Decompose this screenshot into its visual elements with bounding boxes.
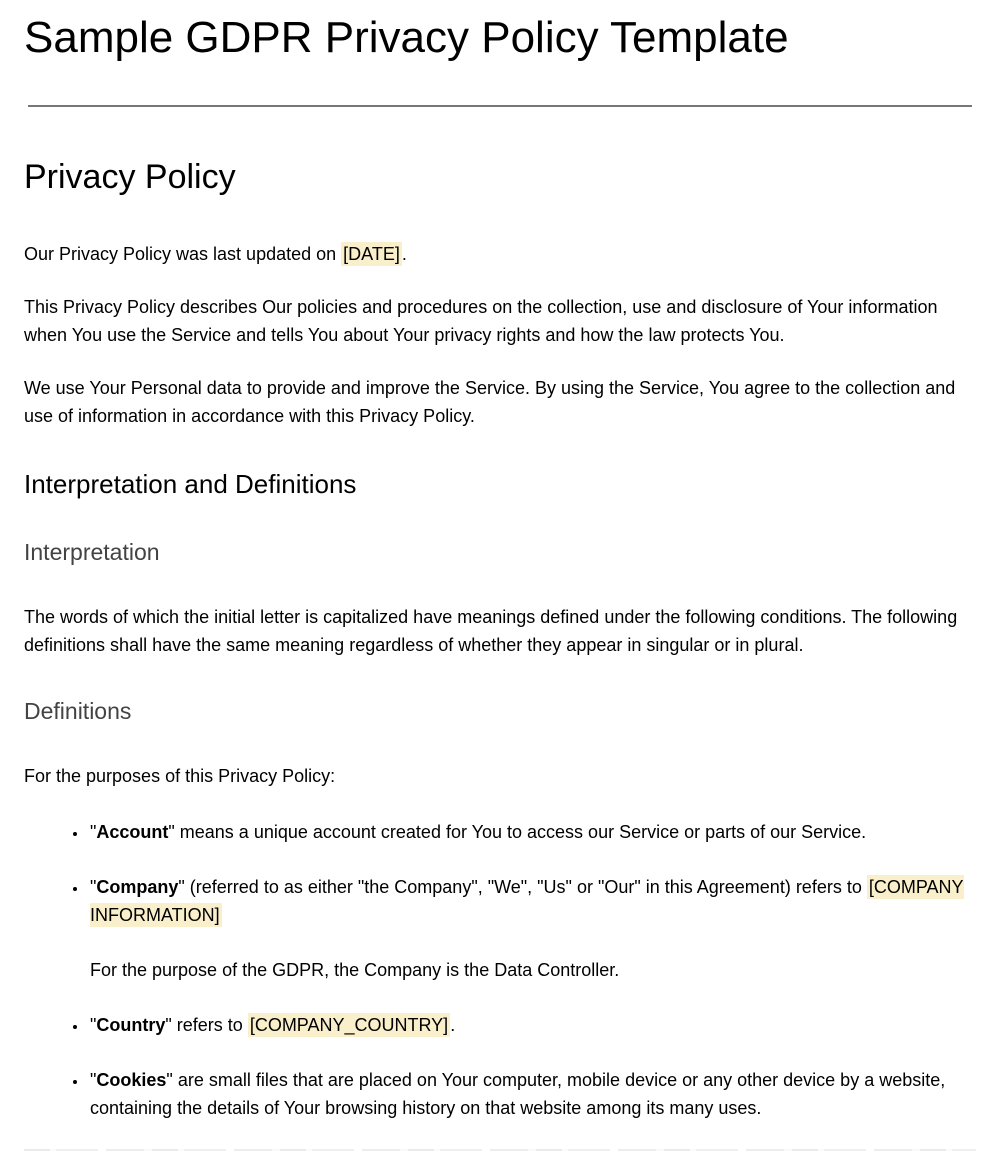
definition-text: (referred to as either "the Company", "We", "Us" or "Our" in this Agreement) refers to: [184, 876, 867, 897]
title-divider: [28, 105, 972, 107]
definition-close-quote: ": [165, 1014, 172, 1035]
definition-open-quote: ": [90, 1014, 97, 1035]
definition-term: Company: [96, 876, 179, 897]
interpretation-heading: Interpretation: [24, 539, 160, 566]
definition-term: Cookies: [96, 1069, 167, 1090]
privacy-policy-heading: Privacy Policy: [24, 157, 236, 196]
definition-text-end: .: [450, 1014, 456, 1035]
definition-open-quote: ": [90, 876, 97, 897]
document-title: Sample GDPR Privacy Policy Template: [24, 13, 789, 62]
definition-text: are small files that are placed on Your computer, mobile device or any other device by a website, containing the details of Your browsing history on that website among its many uses.: [90, 1069, 946, 1118]
policy-description-paragraph: This Privacy Policy describes Our policies and procedures on the collection, use and disclosure of Your information when You use the Service and tells You about Your privacy rights and how the law protects You.: [24, 296, 938, 345]
definition-item: [88, 818, 976, 846]
interpretation-paragraph: The words of which the initial letter is capitalized have meanings defined under the following conditions. The following definitions shall have the same meaning regardless of whether they appear in singular or in plural.: [24, 606, 958, 655]
interpretation-and-definitions-heading: Interpretation and Definitions: [24, 468, 357, 499]
definition-term: Account: [96, 821, 169, 842]
personal-data-paragraph: We use Your Personal data to provide and improve the Service. By using the Service, You agree to the collection and use of information in accordance with this Privacy Policy.: [24, 377, 956, 426]
date-placeholder: [DATE]: [343, 243, 400, 264]
definition-text: refers to: [171, 1014, 248, 1035]
definition-close-quote: ": [178, 876, 185, 897]
definitions-lead-paragraph: For the purposes of this Privacy Policy:: [24, 765, 336, 786]
definition-close-quote: ": [168, 821, 175, 842]
definition-term: Country: [96, 1014, 166, 1035]
definition-open-quote: ": [90, 1069, 97, 1090]
definition-item: [88, 1011, 976, 1039]
definitions-list: [24, 818, 976, 1122]
definition-note: For the purpose of the GDPR, the Company is the Data Controller.: [90, 959, 620, 980]
last-updated-text: Our Privacy Policy was last updated on: [24, 243, 342, 264]
placeholder-highlight: [COMPANY INFORMATION]: [90, 876, 964, 925]
definition-item: [88, 873, 976, 984]
last-updated-paragraph: [24, 240, 976, 268]
definition-item: [88, 1066, 976, 1122]
definition-text: means a unique account created for You to access our Service or parts of our Service.: [174, 821, 867, 842]
last-updated-period: .: [401, 243, 407, 264]
placeholder-highlight: [COMPANY_COUNTRY]: [249, 1014, 449, 1035]
definitions-heading: Definitions: [24, 697, 132, 724]
definition-close-quote: ": [166, 1069, 173, 1090]
definition-open-quote: ": [90, 821, 97, 842]
